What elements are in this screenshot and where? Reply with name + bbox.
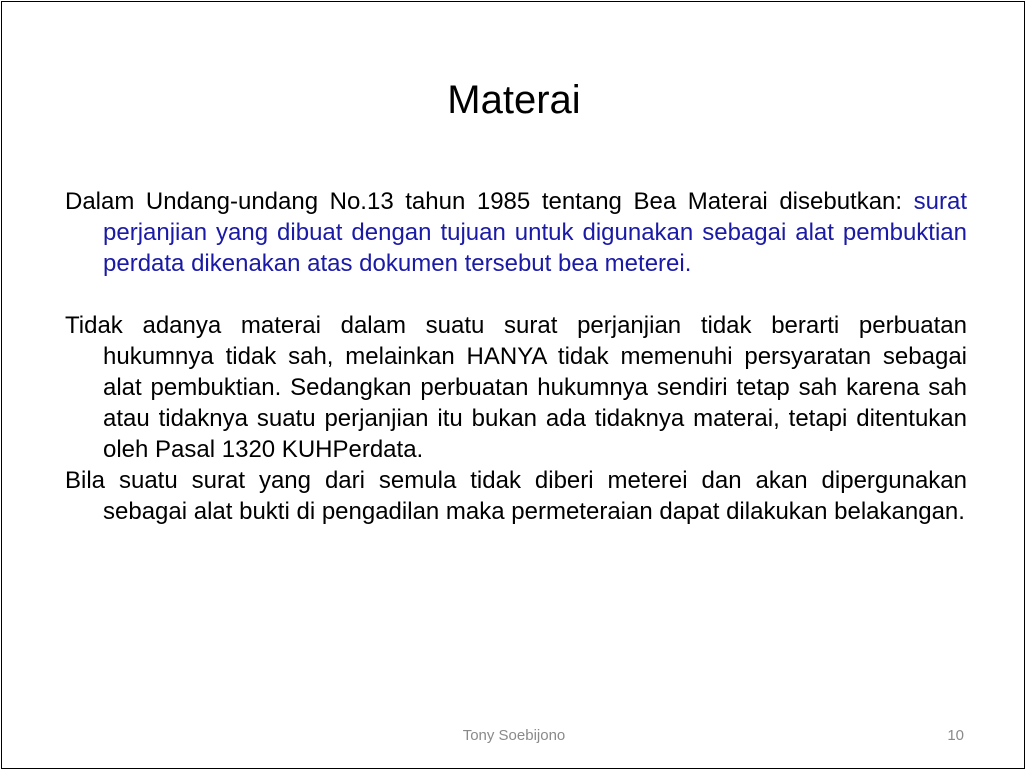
slide-body [65,186,967,527]
paragraph-1-lead: Dalam Undang-undang No.13 tahun 1985 tentang Bea Materai disebutkan: [65,188,914,215]
paragraph-3: Bila suatu surat yang dari semula tidak diberi meterei dan akan dipergunakan sebagai alat bukti di pengadilan maka permeteraian dapat dilakukan belakangan. [65,467,967,525]
slide-title: Materai [447,78,581,122]
paragraph-1-quote: surat perjanjian yang dibuat dengan tujuan untuk digunakan sebagai alat pembuktian perdata dikenakan atas dokumen tersebut bea meterei. [103,188,967,277]
page-number: 10 [947,727,964,744]
paragraph-1 [65,186,967,279]
paragraph-2: Tidak adanya materai dalam suatu surat perjanjian tidak berarti perbuatan hukumnya tidak sah, melainkan HANYA tidak memenuhi persyaratan sebagai alat pembuktian. Sedangkan perbuatan hukumnya sendiri tetap sah karena sah atau tidaknya suatu perjanjian itu bukan ada tidaknya materai, tetapi ditentukan oleh Pasal 1320 KUHPerdata. [65,312,967,463]
footer-author: Tony Soebijono [462,727,566,744]
slide [1,1,1025,769]
